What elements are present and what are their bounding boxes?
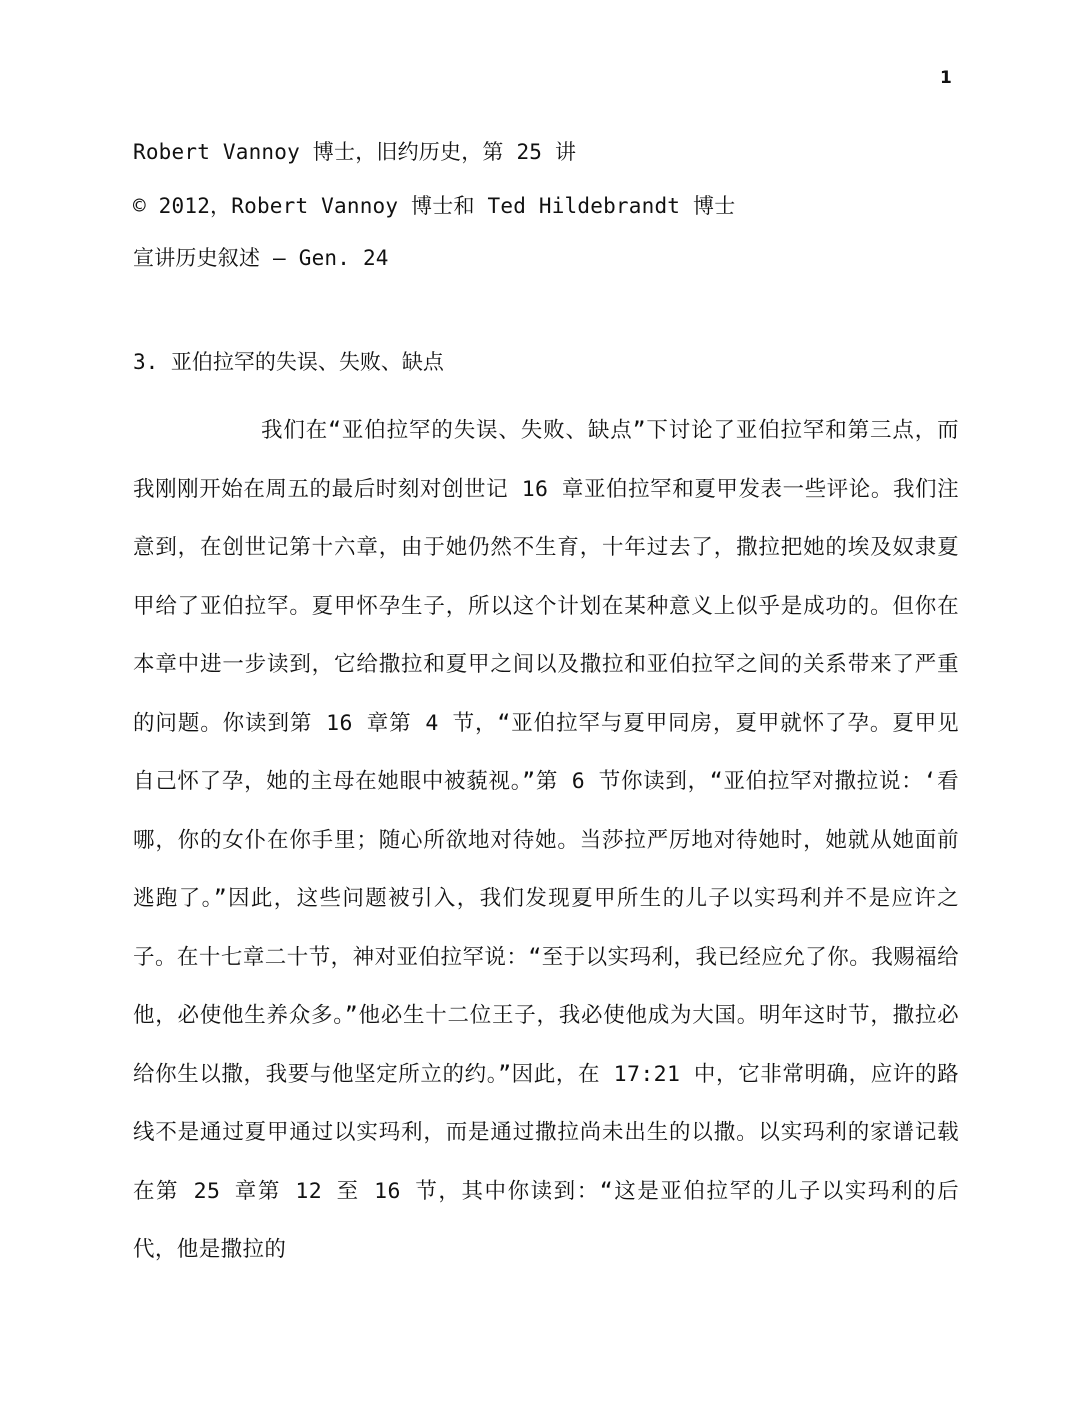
section-heading: 3. 亚伯拉罕的失误、失败、缺点 [133, 350, 444, 374]
lecture-subtitle: 宣讲历史叙述 – Gen. 24 [133, 246, 389, 270]
page-number: 1 [940, 68, 952, 88]
body-paragraph: 我们在“亚伯拉罕的失误、失败、缺点”下讨论了亚伯拉罕和第三点，而我刚刚开始在周五的最后时刻对创世记 16 章亚伯拉罕和夏甲发表一些评论。我们注意到，在创世记第十六章，由于她仍然不生育，十年过去了，撒拉把她的埃及奴隶夏甲给了亚伯拉罕。夏甲怀孕生子，所以这个计划在某种意义上似乎是成功的。但你在本章中进一步读到，它给撒拉和夏甲之间以及撒拉和亚伯拉罕之间的关系带来了严重的问题。你读到第 16 章第 4 节，“亚伯拉罕与夏甲同房，夏甲就怀了孕。夏甲见自己怀了孕，她的主母在她眼中被藐视。”第 6 节你读到，“亚伯拉罕对撒拉说：‘看哪，你的女仆在你手里；随心所欲地对待她。当莎拉严厉地对待她时，她就从她面前逃跑了。”因此，这些问题被引入，我们发现夏甲所生的儿子以实玛利并不是应许之子。在十七章二十节，神对亚伯拉罕说：“至于以实玛利，我已经应允了你。我赐福给他，必使他生养众多。”他必生十二位王子，我必使他成为大国。明年这时节，撒拉必给你生以撒，我要与他坚定所立的约。”因此，在 17:21 中，它非常明确，应许的路线不是通过夏甲通过以实玛利，而是通过撒拉尚未出生的以撒。以实玛利的家谱记载在第 25 章第 12 至 16 节，其中你读到：“这是亚伯拉罕的儿子以实玛利的后代，他是撒拉的 [133, 418, 959, 1262]
copyright-line: © 2012，Robert Vannoy 博士和 Ted Hildebrandt 博士 [133, 194, 736, 218]
lecture-title: Robert Vannoy 博士，旧约历史，第 25 讲 [133, 140, 577, 164]
